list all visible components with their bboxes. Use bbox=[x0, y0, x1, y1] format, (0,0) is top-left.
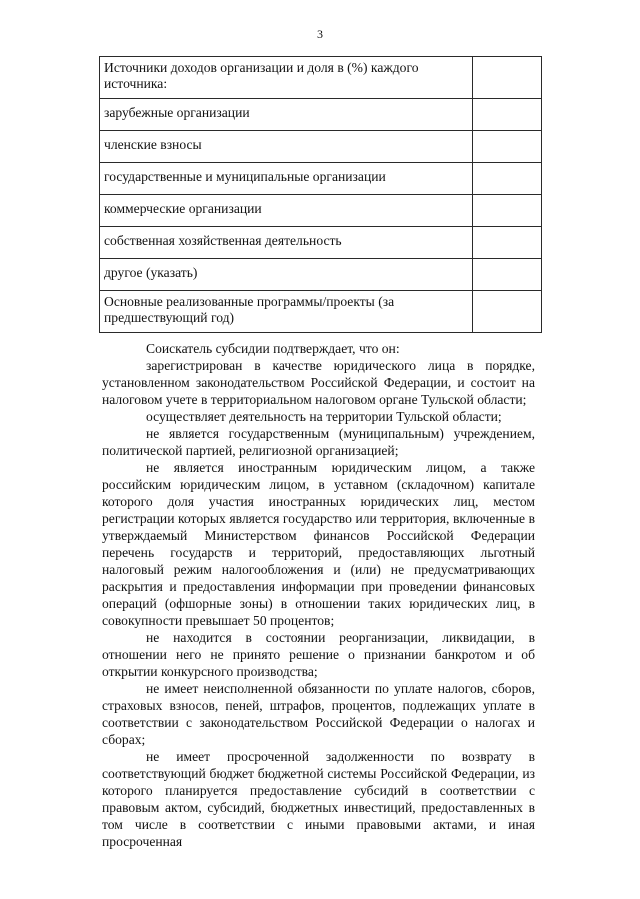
paragraph-registered: зарегистрирован в качестве юридического лица в порядке, установленном законодательством Российской Федерации, и состоит на налоговом учете в территориальном налоговом органе Тульской области; bbox=[102, 358, 535, 407]
table-row bbox=[100, 131, 542, 163]
paragraph-not-reorganization: не находится в состоянии реорганизации, ликвидации, в отношении него не принято решение о признании банкротом и об открытии конкурсного производства; bbox=[102, 630, 535, 679]
table-row bbox=[100, 259, 542, 291]
table-cell-label: Источники доходов организации и доля в (%) каждого источника: bbox=[100, 57, 473, 99]
table-cell-value[interactable] bbox=[473, 57, 542, 99]
table-row bbox=[100, 57, 542, 99]
table-cell-label: коммерческие организации bbox=[100, 195, 473, 227]
table-cell-value[interactable] bbox=[473, 195, 542, 227]
table-cell-value[interactable] bbox=[473, 99, 542, 131]
table-cell-label: государственные и муниципальные организации bbox=[100, 163, 473, 195]
table-cell-value[interactable] bbox=[473, 291, 542, 333]
table-cell-value[interactable] bbox=[473, 131, 542, 163]
table-row bbox=[100, 99, 542, 131]
table-cell-value[interactable] bbox=[473, 227, 542, 259]
table-row bbox=[100, 163, 542, 195]
table-row bbox=[100, 291, 542, 333]
paragraph-not-state: не является государственным (муниципальным) учреждением, политической партией, религиозной организацией; bbox=[102, 426, 535, 458]
paragraph-not-foreign: не является иностранным юридическим лицом, а также российским юридическим лицом, в уставном (складочном) капитале которого доля участия иностранных юридических лиц, местом регистрации которых является государство или территория, включенные в утверждаемый Министерством финансов Российской Федерации перечень государств и территорий, предоставляющих льготный налоговый режим налогообложения и (или) не предусматривающих раскрытия и предоставления информации при проведении финансовых операций (офшорные зоны) в отношении таких юридических лиц, в совокупности превышает 50 процентов; bbox=[102, 460, 535, 628]
applicant-confirmation-text bbox=[102, 340, 535, 850]
table-cell-label: другое (указать) bbox=[100, 259, 473, 291]
page-number: 3 bbox=[317, 27, 323, 41]
paragraph-no-tax-debt: не имеет неисполненной обязанности по уплате налогов, сборов, страховых взносов, пеней, штрафов, процентов, подлежащих уплате в соответствии с законодательством Российской Федерации о налогах и сборах; bbox=[102, 681, 535, 747]
table-cell-label: собственная хозяйственная деятельность bbox=[100, 227, 473, 259]
table-cell-label: членские взносы bbox=[100, 131, 473, 163]
paragraph-intro: Соискатель субсидии подтверждает, что он: bbox=[146, 341, 400, 356]
table-cell-value[interactable] bbox=[473, 259, 542, 291]
paragraph-no-overdue-debt: не имеет просроченной задолженности по возврату в соответствующий бюджет бюджетной системы Российской Федерации, из которого планируется предоставление субсидий в соответствии с правовым актом, субсидий, бюджетных инвестиций, предоставленных в том числе в соответствии с иными правовыми актами, и иная просроченная bbox=[102, 749, 535, 849]
table-cell-label: зарубежные организации bbox=[100, 99, 473, 131]
table-cell-value[interactable] bbox=[473, 163, 542, 195]
table-row bbox=[100, 227, 542, 259]
paragraph-territory: осуществляет деятельность на территории Тульской области; bbox=[146, 409, 502, 424]
table-row bbox=[100, 195, 542, 227]
income-sources-table bbox=[99, 56, 542, 333]
table-cell-label: Основные реализованные программы/проекты (за предшествующий год) bbox=[100, 291, 473, 333]
